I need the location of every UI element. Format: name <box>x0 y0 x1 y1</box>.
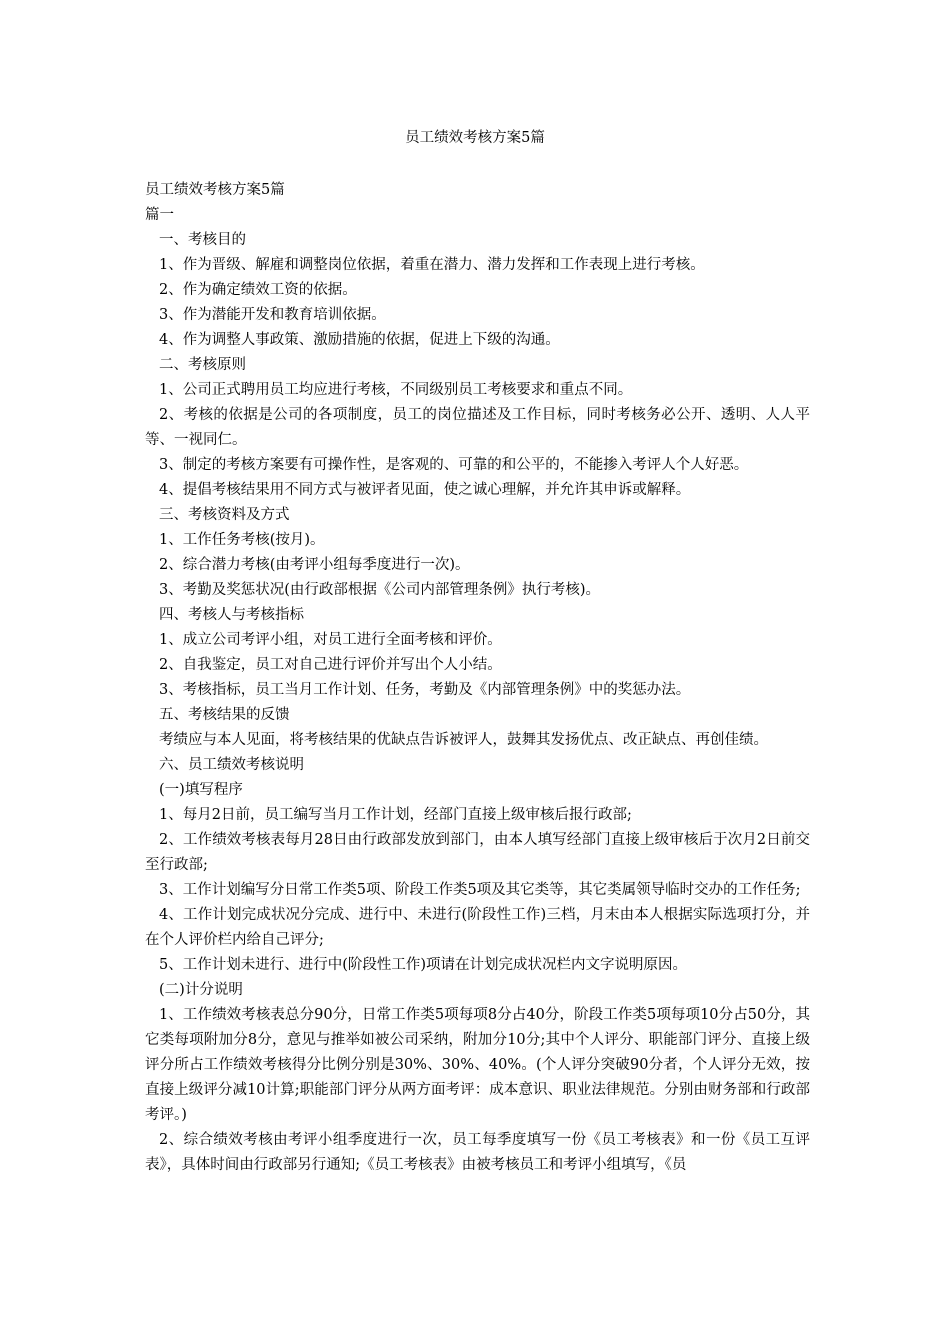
paragraph: 3、作为潜能开发和教育培训依据。 <box>159 307 386 323</box>
paragraph: 二、考核原则 <box>159 357 246 373</box>
paragraph: 2、作为确定绩效工资的依据。 <box>159 282 357 298</box>
paragraph: 1、公司正式聘用员工均应进行考核，不同级别员工考核要求和重点不同。 <box>159 382 633 398</box>
paragraph: 五、考核结果的反馈 <box>159 707 290 723</box>
paragraph: 2、工作绩效考核表每月28日由行政部发放到部门，由本人填写经部门直接上级审核后于次月2日前交至行政部; <box>145 832 810 873</box>
paragraph: 2、自我鉴定，员工对自己进行评价并写出个人小结。 <box>159 657 502 673</box>
paragraph: (一)填写程序 <box>159 782 243 798</box>
paragraph: 篇一 <box>145 207 174 223</box>
paragraph: 1、每月2日前，员工编写当月工作计划，经部门直接上级审核后报行政部; <box>159 807 632 823</box>
document-body <box>145 178 810 1178</box>
paragraph: 1、作为晋级、解雇和调整岗位依据，着重在潜力、潜力发挥和工作表现上进行考核。 <box>159 257 705 273</box>
paragraph: (二)计分说明 <box>159 982 243 998</box>
paragraph: 5、工作计划未进行、进行中(阶段性工作)项请在计划完成状况栏内文字说明原因。 <box>159 957 688 973</box>
paragraph: 2、考核的依据是公司的各项制度，员工的岗位描述及工作目标，同时考核务必公开、透明、人人平等、一视同仁。 <box>145 407 810 448</box>
paragraph: 4、工作计划完成状况分完成、进行中、未进行(阶段性工作)三档，月末由本人根据实际选项打分，并在个人评价栏内给自己评分; <box>145 907 810 948</box>
paragraph: 考绩应与本人见面，将考核结果的优缺点告诉被评人，鼓舞其发扬优点、改正缺点、再创佳绩。 <box>159 732 768 748</box>
paragraph: 四、考核人与考核指标 <box>159 607 304 623</box>
paragraph: 3、工作计划编写分日常工作类5项、阶段工作类5项及其它类等，其它类属领导临时交办的工作任务; <box>159 882 801 898</box>
paragraph: 3、考勤及奖惩状况(由行政部根据《公司内部管理条例》执行考核)。 <box>159 582 601 598</box>
paragraph: 4、提倡考核结果用不同方式与被评者见面，使之诚心理解，并允许其申诉或解释。 <box>159 482 691 498</box>
paragraph: 4、作为调整人事政策、激励措施的依据，促进上下级的沟通。 <box>159 332 560 348</box>
paragraph: 2、综合潜力考核(由考评小组每季度进行一次)。 <box>159 557 470 573</box>
paragraph: 3、考核指标，员工当月工作计划、任务，考勤及《内部管理条例》中的奖惩办法。 <box>159 682 691 698</box>
page-title: 员工绩效考核方案5篇 <box>405 130 545 146</box>
paragraph: 3、制定的考核方案要有可操作性，是客观的、可靠的和公平的，不能掺入考评人个人好恶。 <box>159 457 749 473</box>
paragraph: 1、工作绩效考核表总分90分，日常工作类5项每项8分占40分，阶段工作类5项每项10分占50分，其它类每项附加分8分，意见与推举如被公司采纳，附加分10分;其中个人评分、职能部门评分、直接上级评分所占工作绩效考核得分比例分别是30%、30%、40%。(个人评分突破90分者，个人评分无效，按直接上级评分减10计算;职能部门评分从两方面考评：成本意识、职业法律规范。分别由财务部和行政部考评。) <box>145 1007 810 1123</box>
paragraph: 员工绩效考核方案5篇 <box>145 182 285 198</box>
paragraph: 一、考核目的 <box>159 232 246 248</box>
paragraph: 三、考核资料及方式 <box>159 507 290 523</box>
paragraph: 1、成立公司考评小组，对员工进行全面考核和评价。 <box>159 632 502 648</box>
paragraph: 1、工作任务考核(按月)。 <box>159 532 325 548</box>
paragraph: 2、综合绩效考核由考评小组季度进行一次，员工每季度填写一份《员工考核表》和一份《员工互评表》，具体时间由行政部另行通知;《员工考核表》由被考核员工和考评小组填写，《员 <box>145 1132 810 1173</box>
paragraph: 六、员工绩效考核说明 <box>159 757 304 773</box>
